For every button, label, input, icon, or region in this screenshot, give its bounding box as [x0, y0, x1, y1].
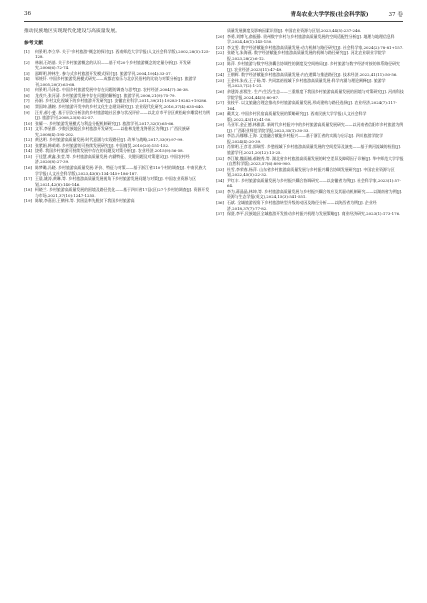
page-header: [24, 8, 403, 20]
reference-text: 张紫娟,韩萌萌. 乡村旅游的可持续发展研究[J]. 中国商贸,2010(20):151-152.: [35, 142, 170, 148]
reference-item: [216, 156, 404, 167]
reference-text: 孙娟. 乡村文化视域下的乡村旅游开发研究[J]. 安徽农业科学,2011,39(31):19283-19282+19286.: [35, 98, 208, 104]
reference-number: [2]: [24, 59, 30, 65]
volume-label: 37 卷: [388, 12, 403, 18]
reference-number: [25]: [216, 77, 224, 83]
reference-item: [24, 126, 210, 137]
reference-text: 王晨,姚涛,黄琳,等. 乡村旅游高质量发展视角下乡村旅游发展问题与对策[J]. 中国农业资源与区划,2021,42(8):140-146.: [35, 176, 197, 187]
reference-item: [216, 189, 404, 200]
left-column: [24, 28, 210, 204]
reference-item: [24, 187, 210, 198]
reference-text: 黄达明. 乡村旅游高质量发展:时代意涵与实现路径[J]. 改革与战略,2017,33(9):97-99.: [35, 137, 184, 143]
reference-number: [27]: [216, 100, 224, 106]
reference-text: 张枝平. 以文旅融合理念推动乡村旅游高质量发展,形成建构与路径选择[J]. 农业经济,2024(7):117-164.: [227, 100, 397, 111]
reference-item: [216, 200, 404, 211]
reference-item: [216, 178, 404, 189]
reference-number: [4]: [24, 76, 30, 82]
reference-number: [24]: [216, 72, 224, 78]
reference-item: [24, 110, 210, 121]
reference-text: 杜雪,李荣春,杨萍. 山东省乡村旅游高质量发展与乡村振兴耦合协调发展研究[J]. 中国农业资源与区划,2022,45(5):22-32.: [227, 166, 395, 178]
reference-item: [216, 89, 404, 100]
reference-item: [216, 122, 404, 133]
reference-item: [24, 154, 210, 165]
reference-number: [11]: [24, 126, 32, 132]
reference-text: 质量发展测度及影响因素识别[J]. 中国农业资源与区划,2023,44(5):237-246.: [227, 28, 362, 33]
reference-item: [216, 78, 404, 89]
references-heading: 参考文献: [24, 40, 44, 46]
reference-number: [8]: [24, 104, 30, 110]
reference-item: [24, 198, 210, 204]
reference-number: [5]: [24, 87, 30, 93]
reference-item: [216, 100, 404, 111]
reference-list-right: [216, 28, 404, 217]
reference-item: [216, 111, 404, 122]
reference-text: 李江敏,魏雨楠,郝婉秀,等. 湖北省乡村旅游高质量发展的时空差异及障碍因子诊断[J]. 华中师范大学学报(自然科学版),2023,57(6):890-900.: [227, 155, 404, 167]
reference-text: 于佳慧,黄鑫,张莹,等. 乡村旅游高质量发展:内涵特征、关键问题及对策建议[J]. 中国农村经济,2020(8):27-39.: [35, 153, 190, 165]
reference-item: [216, 34, 404, 45]
reference-text: 李为,蒋晶晶,林坤,等. 乡村旅游高质量发展与乡村振兴耦合效应及其驱动机制研究——以湖南省为例[J]. 资源与生态学报(英文),2024,15(3):541-551.: [227, 188, 403, 200]
reference-text: 马亚军,金正德,林雅淇. 新时代乡村振兴中的乡村旅游高质量发展研究——以河南省信阳市乡村旅游为例[J]. 广西职业师范学院学报,2023,35(1):30-33.: [227, 122, 404, 133]
reference-text: 李勇,刘博飞,俞振静. 贵州数字乡村与乡村旅游高质量发展的空间适配性分析[J]. 地理与地理信息科学,2024,40(1):145-150.: [227, 33, 395, 45]
reference-text: 肖黎明,王彦君,郭瑞雪. 乡愁视域下乡村旅游高质量发展的空间差异及演变——基于黄河流域的检验[J]. 旅游学刊,2021,20(12):13-25.: [227, 144, 402, 156]
reference-item: [24, 165, 210, 176]
reference-number: [22]: [216, 50, 224, 56]
reference-number: [20]: [216, 33, 224, 39]
reference-number: [29]: [216, 122, 224, 128]
reference-number: [15]: [24, 153, 32, 159]
reference-item: [216, 211, 404, 217]
reference-text: 保贤,李平,民族地区全域旅游开发推动乡村振兴机理与发展策略[J]. 商业经济研究,2023(1):173-176.: [227, 211, 401, 217]
reference-number: [19]: [24, 198, 32, 204]
reference-number: [28]: [216, 111, 224, 117]
reference-number: [26]: [216, 89, 224, 95]
reference-item: [216, 133, 404, 144]
reference-text: 饶勇. 我国乡村旅游可持续发展中存在的问题及对策分析[J]. 农业经济,2015(9):56-58.: [35, 148, 184, 154]
reference-text: 汪芳,郝小斐. 基于层次分析法的乡村旅游地社区参与状况评价——以北京市平谷区黄松峪乡雕窝村为例[J]. 旅游学刊,2008,23(8):52-57.: [35, 109, 210, 121]
reference-number: [18]: [24, 187, 32, 193]
reference-number: [30]: [216, 133, 224, 139]
reference-number: [21]: [216, 44, 224, 50]
reference-text: 李文雯. 数字经济赋能乡村旅游高质量发展:动力机制与路径研究[J]. 社会科学家,2024(2):78-81+157.: [227, 44, 404, 50]
reference-item: [24, 76, 210, 87]
reference-number: [6]: [24, 92, 30, 98]
reference-text: 柯晓兰. 乡村旅游高质量发展的困境及路径优化——基于四川省17县(区)27个乡村的调查[J]. 资源开发与市场,2021,37(10):1247-1255.: [35, 187, 210, 198]
reference-text: 文军,李星群. 少数民族地区乡村旅游开发研究——以桂林龙胜龙脊景区为例[J]. 广西民族研究,2008(4):195-202.: [35, 126, 190, 137]
reference-item: [24, 49, 210, 60]
reference-number: [37]: [216, 211, 224, 217]
header-rule: [24, 21, 403, 22]
reference-number: [17]: [24, 176, 32, 182]
body-text: 推动民族地区实现现代化建设与高质量发展。: [24, 29, 120, 34]
reference-text: 余建涛,彭熙生. 生产/生活/生态——三重维度下我国乡村旅游高质量发展的困境与对策研究[J]. 河南科技学院学报,2024,44(5):80-87.: [227, 89, 404, 100]
reference-item: [216, 61, 404, 72]
reference-number: [12]: [24, 137, 32, 143]
reference-number: [23]: [216, 61, 224, 67]
reference-item: [24, 176, 210, 187]
page-number: 36: [24, 11, 32, 17]
reference-text: 王朝辉. 数字经济赋能乡村旅游高质量发展:内在逻辑与推进路径[J]. 技术经济,2022,41(11):50-56.: [227, 72, 398, 78]
reference-number: [14]: [24, 148, 32, 154]
reference-text: 陈梦璐,冯晓. 乡村旅游高质量发展:评价、特征与对策——基于浙江省110个村的调查[J]. 中南民族大学学报(人文社会科学版),2023,43(8):134-145+186-187.: [35, 165, 207, 176]
reference-text: 邵畔明,钟林生. 参与式乡村旅游开发模式探讨[J]. 旅游学刊,2004,19(4):33-37.: [35, 70, 172, 76]
reference-text: 陈敏,李嘉田,王鹤伟,等. 贫困县率先脱贫下我国乡村旅游高: [35, 198, 135, 204]
reference-text: 林刚,石培基. 关于乡村旅游概念的认识——基于对20个乡村旅游概念的定量分析[J]. 开发研究,2006(6):72-74.: [35, 59, 191, 71]
reference-text: 王金伟,朱戎,王子旸,等. 共同富裕视域下乡村旅游高质量发展:科学内涵与理论阐释[J]. 旅游学刊,2023,7(2):1-21.: [227, 77, 386, 89]
reference-number: [31]: [216, 144, 224, 150]
reference-text: 何景明,李立华. 关于"乡村旅游"概念的探讨[J]. 西南师范大学学报(人文社会科学版),2002,28(5):125-128.: [35, 48, 210, 60]
reference-item: [216, 50, 404, 61]
reference-text: 李浩,冯娜娜,王海. 文旅融合赋能乡村振兴——基于浙江省的实践与启示[J]. 四川旅游学院学报,2024(4):20-39.: [227, 133, 383, 144]
reference-number: [13]: [24, 142, 32, 148]
reference-number: [35]: [216, 188, 224, 194]
reference-text: 邹统钎. 中国乡村旅游发展模式研究——成都农家乐与北京民俗村的比较与对策分析[J]. 旅游学刊,2005,20(3):63-68.: [35, 76, 197, 87]
journal-title: 青岛农业大学学报(社会科学版): [290, 12, 369, 18]
reference-text: 窦国坤,潘婉. 乡村旅游开发中的乡村文化生态建设研究[J]. 农业现代化研究,2016,37(4):635-640.: [35, 104, 205, 110]
reference-text: 戴其文. 中国乡村民宿高质量发展的策略研究[J]. 西南民族大学学报(人文社会科学版),2022,43(10):41-50.: [227, 111, 367, 122]
reference-number: [10]: [24, 120, 32, 126]
reference-number: [33]: [216, 166, 224, 172]
reference-number: [7]: [24, 98, 30, 104]
reference-text: 石斌. 全域旅游视角下乡村旅游转型升级的动因及路径分析——以陕西省为例[J]. 企业经济,2018,37(7):77-82.: [227, 199, 377, 211]
reference-text: 陈萍. 乡村旅游与数字经济耦合协调性的测度及空间格局[J]. 乡村旅游与数字经济对接的体系路径研究[J]. 农业经济,2023(11):47-49.: [227, 61, 400, 72]
reference-number: [3]: [24, 70, 30, 76]
reference-text: 尹红丰. 乡村旅游高质量发展与乡村振兴耦合协调研究——以安徽省为例[J]. 社会科学家,2023(1):57-64.: [227, 177, 401, 189]
reference-text: 张晓飞,朱海燕. 数字经济赋能乡村旅游高质量发展的机制与路径研究[J]. 河北农业职业学院学报,2023,28(2):6-12.: [227, 50, 386, 61]
reference-number: [9]: [24, 109, 30, 115]
reference-number: [1]: [24, 48, 30, 54]
reference-number: [34]: [216, 177, 224, 183]
reference-number: [16]: [24, 165, 32, 171]
reference-number: [32]: [216, 155, 224, 161]
reference-list-left: [24, 49, 210, 204]
reference-text: 龙茂兴,张河清. 乡村旅游发展中存在问题的解析[J]. 旅游学刊,2006,21(9):75-79.: [35, 92, 176, 98]
reference-item: [216, 144, 404, 155]
right-column: [216, 28, 404, 217]
reference-text: 何景明,马泽忠. 中国乡村旅游发展中存在问题的调查与思考[J]. 农村经济,2004(7):36-38.: [35, 87, 190, 93]
reference-text: 张耀一. 乡村旅游发展模式与利益分配机制研究[J]. 旅游学刊,2017,32(5):65-66.: [35, 120, 175, 126]
reference-item: [24, 60, 210, 71]
reference-item: [216, 167, 404, 178]
reference-number: [36]: [216, 199, 224, 205]
